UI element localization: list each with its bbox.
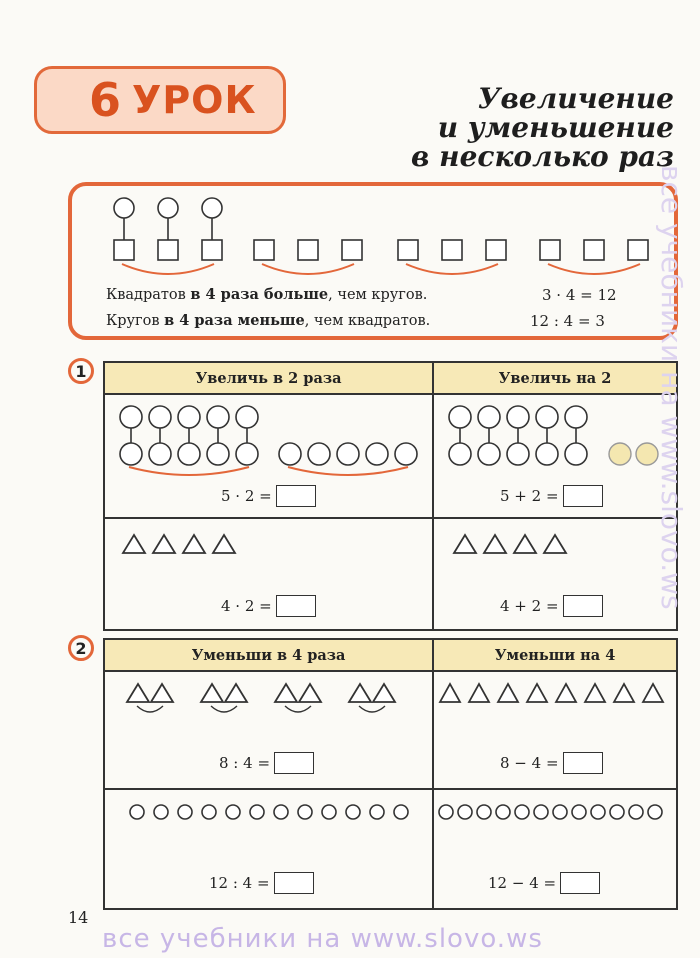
ex2-cell-triangles-subtract [433, 671, 677, 789]
ex2-cell-triangles-divide [104, 671, 433, 789]
ex2-equation-d: 12 − 4 = [488, 872, 600, 894]
rule-circle [202, 198, 222, 218]
ex2-header-subtract: Уменьши на 4 [433, 639, 677, 671]
page-number: 14 [68, 908, 89, 927]
ex1-equation-c: 4 · 2 = [221, 595, 316, 617]
rule-box [68, 182, 678, 340]
exercise-1-number: 1 [68, 358, 94, 384]
lesson-number: 6 [89, 73, 123, 127]
ex1-cell-triangles-multiply [104, 518, 433, 630]
ex2-equation-c: 12 : 4 = [209, 872, 314, 894]
rule-circle [158, 198, 178, 218]
ex2-equation-a: 8 : 4 = [219, 752, 314, 774]
ex1-cell-triangles-add [433, 518, 677, 630]
rule-squares [114, 240, 648, 260]
exercise-2-number: 2 [68, 635, 94, 661]
exercise-1-table [103, 361, 678, 631]
ex2-equation-b: 8 − 4 = [500, 752, 603, 774]
title-line-3: в несколько раз [411, 140, 674, 173]
answer-box[interactable] [563, 485, 603, 507]
lesson-badge [34, 66, 286, 134]
answer-box[interactable] [274, 752, 314, 774]
rule-equation-2: 12 : 4 = 3 [530, 312, 605, 330]
ex1-equation-a: 5 · 2 = [221, 485, 316, 507]
answer-box[interactable] [276, 485, 316, 507]
rule-equation-1: 3 · 4 = 12 [542, 286, 617, 304]
answer-box[interactable] [276, 595, 316, 617]
ex2-cell-circles-divide [104, 789, 433, 909]
watermark-side: все учебники на www.slovo.ws [655, 165, 688, 610]
ex2-header-divide: Уменьши в 4 раза [104, 639, 433, 671]
answer-box[interactable] [560, 872, 600, 894]
answer-box[interactable] [563, 595, 603, 617]
ex2-cell-circles-subtract [433, 789, 677, 909]
watermark-bottom: все учебники на www.slovo.ws [102, 924, 543, 954]
title-line-2: и уменьшение [437, 111, 674, 144]
answer-box[interactable] [274, 872, 314, 894]
rule-line-2: Кругов в 4 раза меньше, чем квадратов. [106, 312, 431, 329]
lesson-label: УРОК [132, 78, 257, 122]
rule-circle [114, 198, 134, 218]
answer-box[interactable] [563, 752, 603, 774]
rule-line-1: Квадратов в 4 раза больше, чем кругов. [106, 286, 428, 303]
ex1-header-multiply: Увеличь в 2 раза [104, 362, 433, 394]
ex1-cell-circles-multiply [104, 394, 433, 518]
exercise-2-table [103, 638, 678, 910]
rule-arcs [122, 264, 640, 274]
ex1-equation-d: 4 + 2 = [500, 595, 603, 617]
page-title [411, 84, 674, 171]
ex1-header-add: Увеличь на 2 [433, 362, 677, 394]
ex1-cell-circles-add [433, 394, 677, 518]
title-line-1: Увеличение [477, 82, 674, 115]
ex1-equation-b: 5 + 2 = [500, 485, 603, 507]
